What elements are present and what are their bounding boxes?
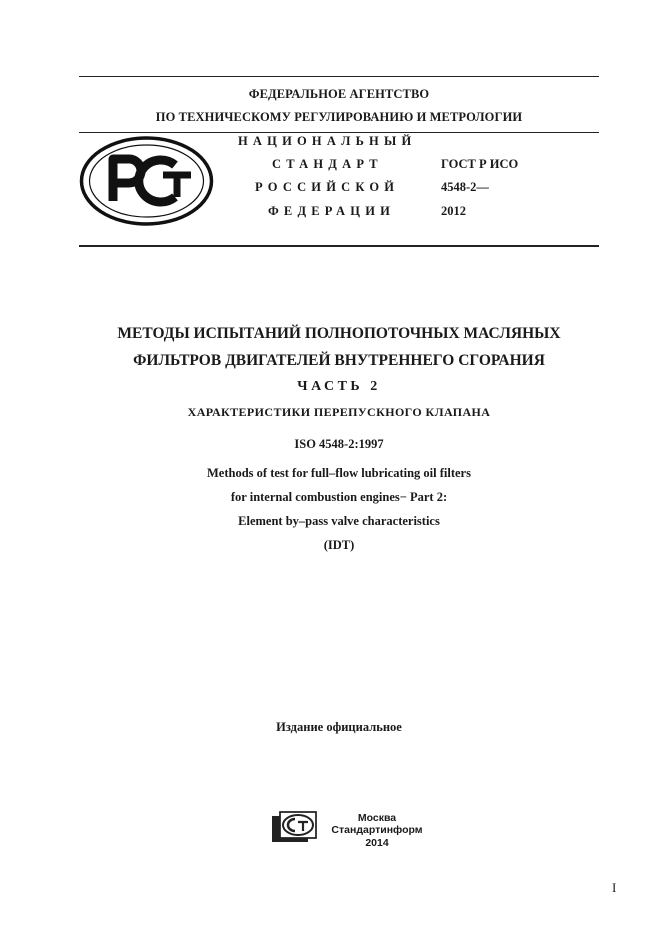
- header-lower-rule: [79, 245, 599, 247]
- agency-line-1: ФЕДЕРАЛЬНОЕ АГЕНТСТВО: [248, 87, 430, 101]
- title-line-2: ФИЛЬТРОВ ДВИГАТЕЛЕЙ ВНУТРЕННЕГО СГОРАНИЯ: [133, 352, 545, 369]
- english-title-line-1: Methods of test for full–flow lubricating oil filters: [207, 466, 471, 480]
- designation-line-3: 2012: [441, 204, 466, 218]
- standard-type-russian: РОССИЙСКОЙ: [255, 180, 400, 194]
- page-number: I: [612, 880, 617, 895]
- standartinform-logo-icon: [271, 811, 317, 844]
- title-subtitle: ХАРАКТЕРИСТИКИ ПЕРЕПУСКНОГО КЛАПАНА: [187, 405, 491, 419]
- header-upper-rule: [79, 132, 599, 133]
- publisher-city: Москва: [357, 812, 397, 824]
- publisher-year: 2014: [365, 837, 389, 849]
- agency-line-2: ПО ТЕХНИЧЕСКОМУ РЕГУЛИРОВАНИЮ И МЕТРОЛОГИИ: [155, 110, 523, 124]
- top-rule: [79, 76, 599, 77]
- english-title-line-2: for internal combustion engines− Part 2:: [230, 490, 448, 504]
- designation-line-1: ГОСТ Р ИСО: [441, 157, 519, 171]
- standard-type-federation: ФЕДЕРАЦИИ: [268, 204, 396, 218]
- standard-type-standard: СТАНДАРТ: [272, 157, 383, 171]
- publisher-name: Стандартинформ: [331, 824, 423, 836]
- identity-marker: (IDT): [323, 538, 355, 552]
- english-title-line-3: Element by–pass valve characteristics: [238, 514, 440, 528]
- iso-reference: ISO 4548-2:1997: [294, 437, 384, 451]
- designation-line-2: 4548-2—: [441, 180, 489, 194]
- gost-logo-icon: [79, 135, 214, 227]
- title-line-1: МЕТОДЫ ИСПЫТАНИЙ ПОЛНОПОТОЧНЫХ МАСЛЯНЫХ: [117, 325, 561, 342]
- title-part: ЧАСТЬ 2: [297, 379, 381, 394]
- edition-label: Издание официальное: [276, 720, 402, 734]
- standard-type-national: НАЦИОНАЛЬНЫЙ: [238, 134, 417, 148]
